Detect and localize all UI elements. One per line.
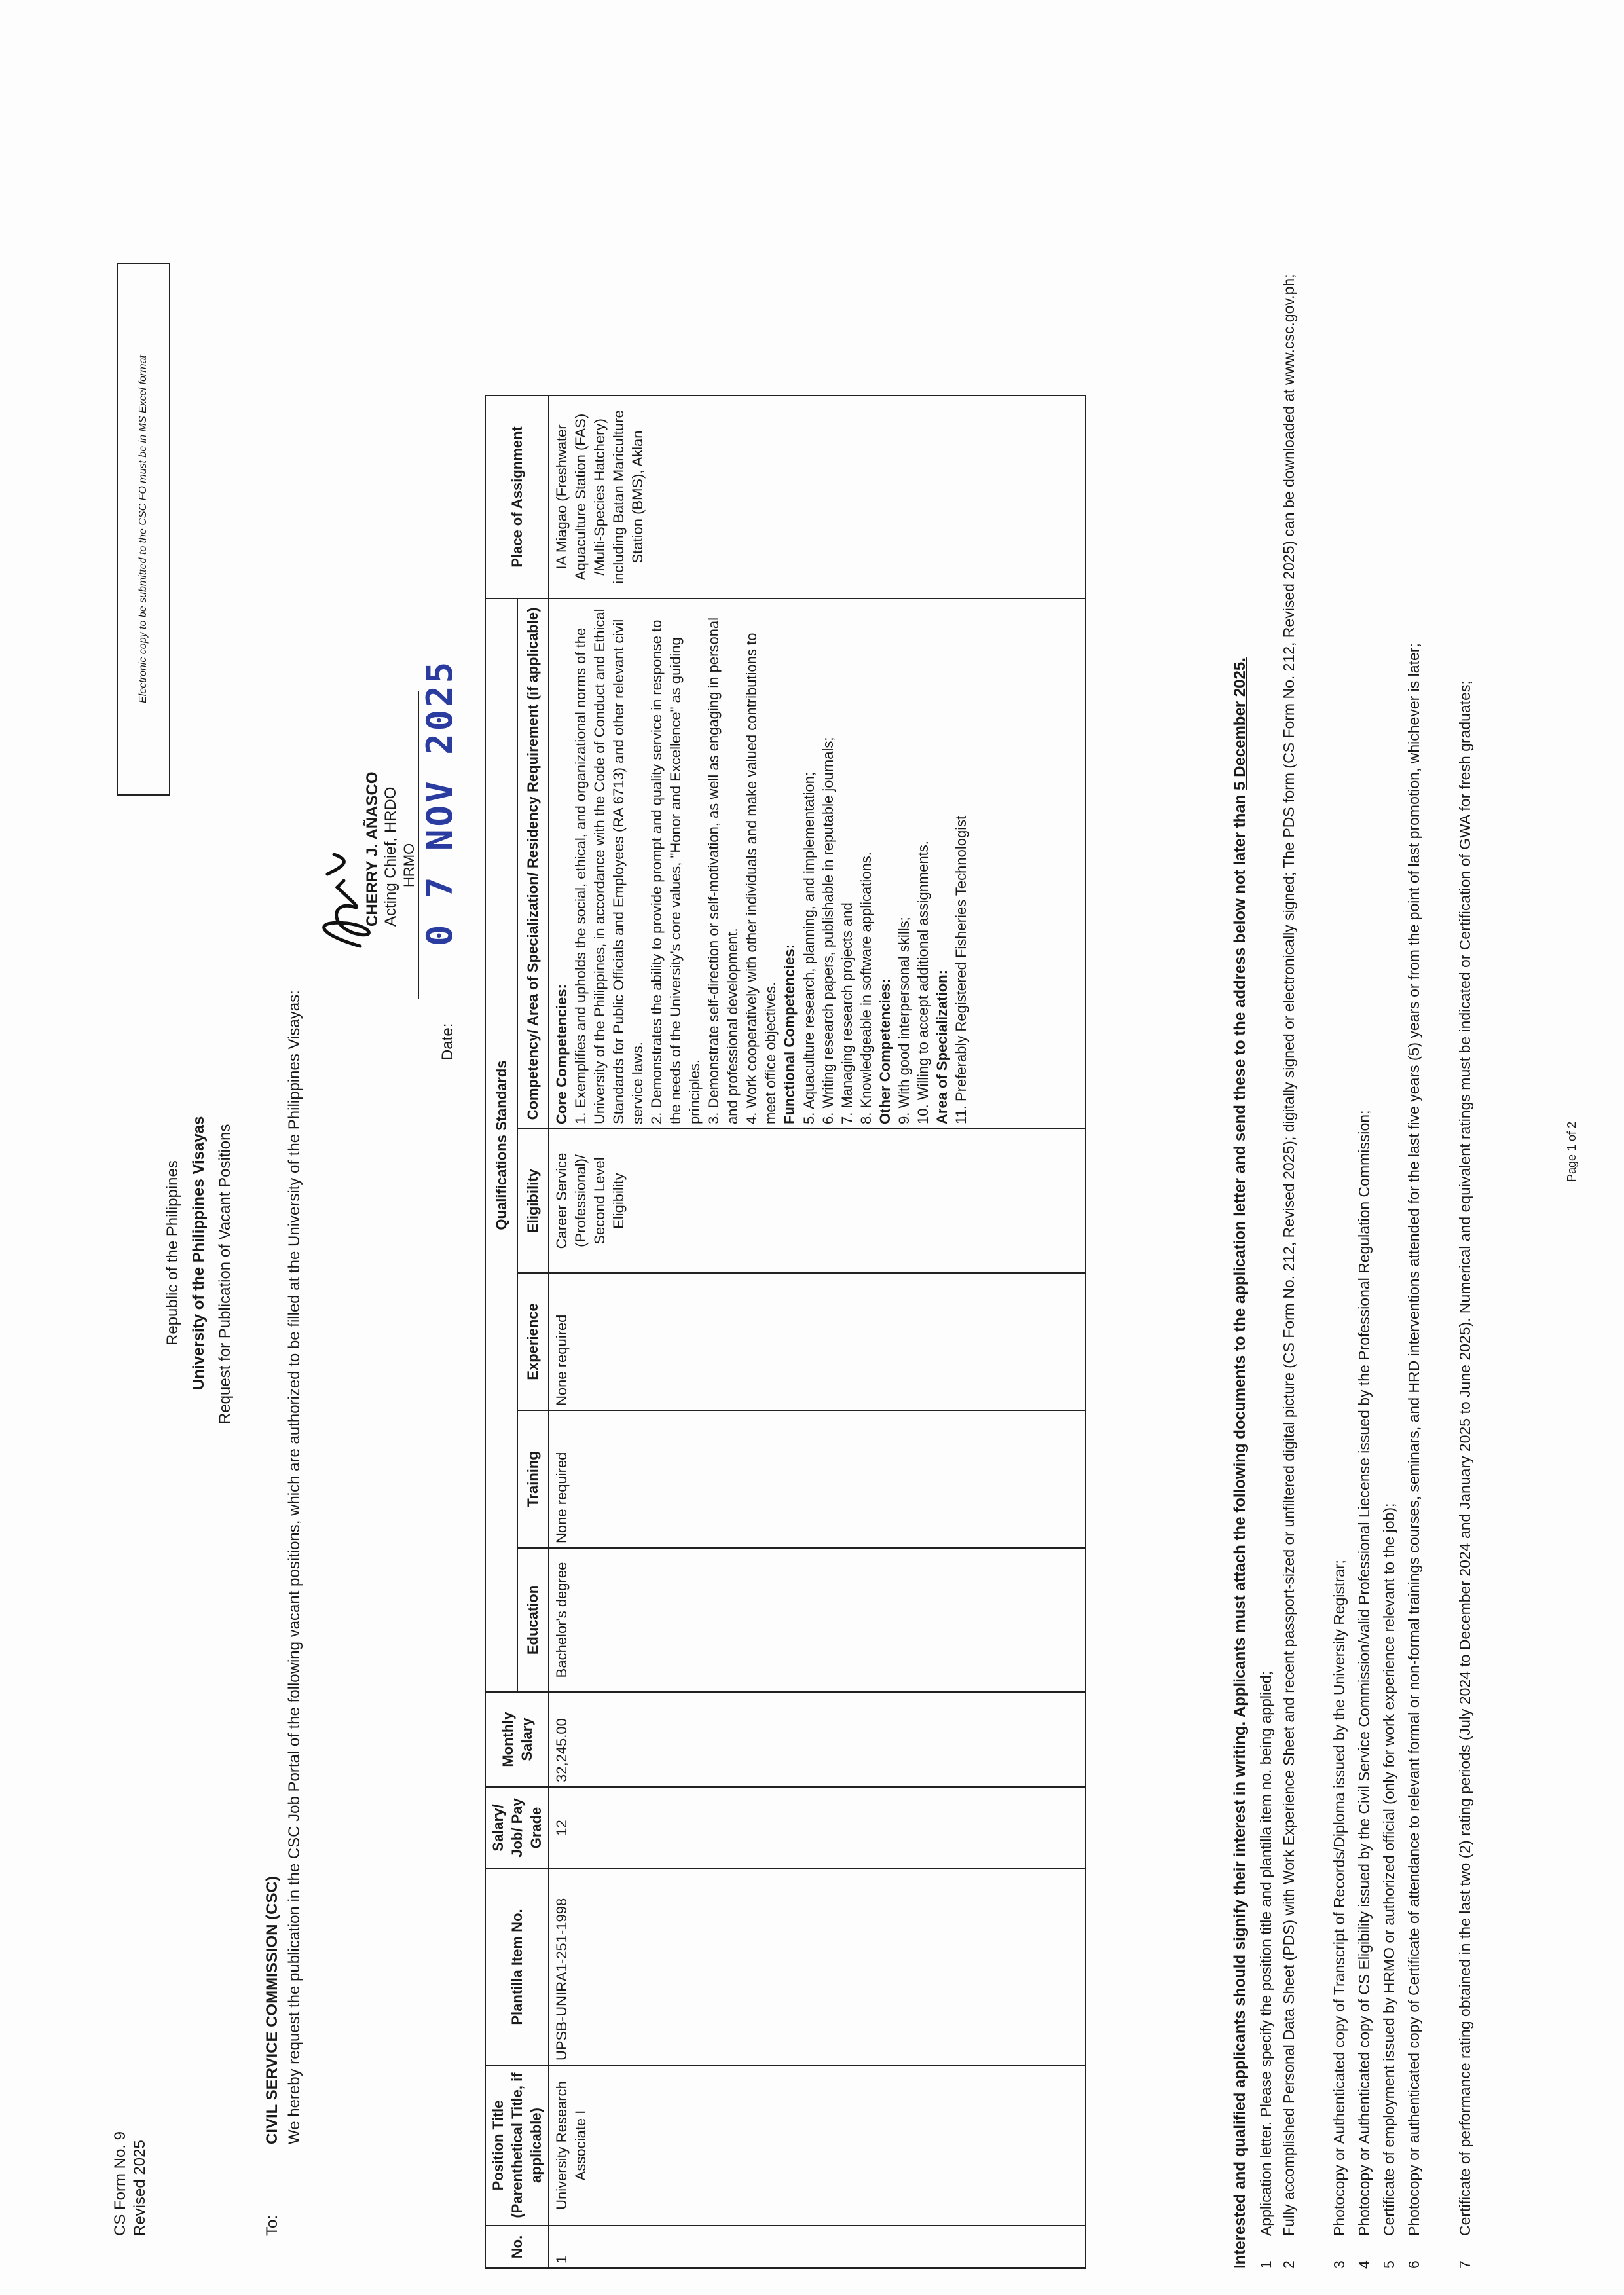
core-competency-3: 3. Demonstrate self-direction or self-motivation, as well as engaging in personal and professional development. xyxy=(705,617,741,1124)
cell-experience: None required xyxy=(549,1273,1086,1410)
requirement-number: 6 xyxy=(1405,2260,1422,2269)
table-row xyxy=(549,395,1086,2268)
col-salary-grade: Salary/ Job/ Pay Grade xyxy=(485,1787,549,1869)
col-monthly-salary: Monthly Salary xyxy=(485,1692,549,1787)
cell-training: None required xyxy=(549,1410,1086,1548)
to-label: To: xyxy=(263,2214,281,2236)
col-place: Place of Assignment xyxy=(485,395,549,598)
col-competency: Competency/ Area of Specialization/ Residency Requirement (if applicable) xyxy=(517,598,549,1129)
header-republic: Republic of the Philippines xyxy=(164,1160,181,1346)
area-of-specialization-11: 11. Preferably Registered Fisheries Technologist xyxy=(952,815,969,1124)
other-competencies-heading: Other Competencies: xyxy=(876,978,893,1124)
functional-competencies-heading: Functional Competencies: xyxy=(781,944,798,1124)
cell-plantilla: UPSB-UNIRA1-251-1998 xyxy=(549,1869,1086,2065)
addressee: CIVIL SERVICE COMMISSION (CSC) xyxy=(263,1876,281,2144)
requirement-text: Certificate of performance rating obtained in the last two (2) rating periods (July 2024 to December 2024 and January 2025 to June 2025). Numerical and equivalent ratings must be indicated or Certification of GWA for fresh graduates; xyxy=(1456,680,1473,2236)
col-eligibility: Eligibility xyxy=(517,1129,549,1273)
core-competency-1: 1. Exemplifies and upholds the social, ethical, and organizational norms of the University of the Philippines, in accordance with the Code of Conduct and Ethical Standards for Public Officials and Employees (RA 6713) and other relevant civil service laws. xyxy=(572,608,646,1124)
form-revised: Revised 2025 xyxy=(131,2140,149,2236)
page-number: Page 1 of 2 xyxy=(1565,1121,1578,1182)
col-experience: Experience xyxy=(517,1273,549,1410)
cell-position-title: University Research Associate I xyxy=(549,2065,1086,2226)
table-header-row xyxy=(485,395,517,2268)
header-university: University of the Philippines Visayas xyxy=(190,1116,208,1390)
cell-monthly-salary: 32,245.00 xyxy=(549,1692,1086,1787)
area-of-specialization-heading: Area of Specialization: xyxy=(933,970,950,1124)
electronic-copy-note-box xyxy=(117,263,170,796)
cell-competency xyxy=(549,598,1086,1129)
requirement-number: 1 xyxy=(1257,2260,1274,2269)
requirement-text: Application letter. Please specify the position title and plantilla item no. being applied; xyxy=(1257,1670,1274,2236)
signatory-title: Acting Chief, HRDO xyxy=(382,786,399,927)
core-competencies-heading: Core Competencies: xyxy=(553,984,570,1124)
functional-competency-8: 8. Knowledgeable in software applications. xyxy=(857,852,874,1124)
requirement-number: 2 xyxy=(1280,2260,1297,2269)
functional-competency-6: 6. Writing research papers, publishable in reputable journals; xyxy=(819,737,836,1124)
col-no: No. xyxy=(485,2226,549,2268)
other-competency-9: 9. With good interpersonal skills; xyxy=(895,917,912,1124)
requirement-text: Photocopy or Authenticated copy of Transcript of Records/Diploma issued by the University Registrar; xyxy=(1331,1560,1348,2236)
requirement-number: 4 xyxy=(1356,2260,1373,2269)
core-competency-4: 4. Work cooperatively with other individuals and make valued contributions to meet office objectives. xyxy=(743,633,779,1124)
header-request-title: Request for Publication of Vacant Positions xyxy=(216,1124,234,1424)
requirement-item xyxy=(1279,239,1299,2269)
col-qualifications: Qualifications Standards xyxy=(485,598,517,1692)
col-training: Training xyxy=(517,1410,549,1548)
date-label: Date: xyxy=(439,1023,456,1061)
application-deadline: 5 December 2025. xyxy=(1231,657,1249,790)
col-position-title: Position Title (Parenthetical Title, if applicable) xyxy=(485,2065,549,2226)
requirement-number: 5 xyxy=(1380,2260,1397,2269)
core-competency-2: 2. Demonstrates the ability to provide prompt and quality service in response to the needs of the University's core values, "Honor and Excellence" as guiding principles. xyxy=(648,619,703,1124)
requirement-number: 7 xyxy=(1456,2260,1473,2269)
other-competency-10: 10. Willing to accept additional assignments. xyxy=(914,841,931,1124)
requirement-number: 3 xyxy=(1331,2260,1348,2269)
vacant-positions-table xyxy=(485,395,1086,2269)
functional-competency-5: 5. Aquaculture research, planning, and implementation; xyxy=(800,771,817,1124)
cell-salary-grade: 12 xyxy=(549,1787,1086,1869)
date-stamp: 0 7 NOV 2025 xyxy=(419,659,460,946)
requirement-item xyxy=(1329,239,1350,2269)
requirement-text: Fully accomplished Personal Data Sheet (PDS) with Work Experience Sheet and recent passport-sized or unfiltered digital picture (CS Form No. 212, Revised 2025); digitally signed or electronically signed; The PDS form (CS Form No. 212, Revised 2025) can be downloaded at www.csc.gov.ph; xyxy=(1280,274,1297,2236)
requirement-item xyxy=(1354,239,1375,2269)
col-education: Education xyxy=(517,1548,549,1692)
application-note-text: Interested and qualified applicants should signify their interest in writing. Applicants must attach the following documents to the application letter and send these to the address below not later than xyxy=(1231,794,1249,2269)
col-plantilla: Plantilla Item No. xyxy=(485,1869,549,2065)
cell-eligibility: Career Service (Professional)/ Second Level Eligibility xyxy=(549,1129,1086,1273)
cell-education: Bachelor's degree xyxy=(549,1548,1086,1692)
electronic-copy-note: Electronic copy to be submitted to the CSC FO must be in MS Excel format xyxy=(138,355,149,703)
requirement-text: Photocopy or authenticated copy of Certificate of attendance to relevant formal or non-formal trainings courses, seminars, and HRD interventions attended for the last five years (5) years or from the point of last promotion, whichever is later; xyxy=(1405,643,1422,2236)
requirement-item xyxy=(1455,239,1475,2269)
intro-text: We hereby request the publication in the CSC Job Portal of the following vacant positions, which are authorized to be filled at the University of the Philippines Visayas: xyxy=(286,990,303,2144)
signatory-office: HRMO xyxy=(401,843,417,887)
functional-competency-7: 7. Managing research projects and xyxy=(838,902,855,1124)
requirement-item xyxy=(1379,239,1399,2269)
cell-place: IA Miagao (Freshwater Aquaculture Station (FAS) /Multi-Species Hatchery) including Batan Mariculture Station (BMS), Aklan xyxy=(549,395,1086,598)
requirement-text: Photocopy or Authenticated copy of CS Eligibility issued by the Civil Service Commission/valid Professional Liecense issued by the Professional Regulation Commission; xyxy=(1356,1110,1373,2236)
requirement-item xyxy=(1256,239,1276,2269)
requirement-text: Certificate of employment issued by HRMO or authorized official (only for work experience relevant to the job); xyxy=(1380,1503,1397,2236)
cell-no: 1 xyxy=(549,2226,1086,2268)
form-number: CS Form No. 9 xyxy=(111,2131,129,2236)
application-note xyxy=(1231,657,1250,2269)
requirement-item xyxy=(1404,239,1424,2269)
signatory-name: CHERRY J. AÑASCO xyxy=(363,771,381,927)
